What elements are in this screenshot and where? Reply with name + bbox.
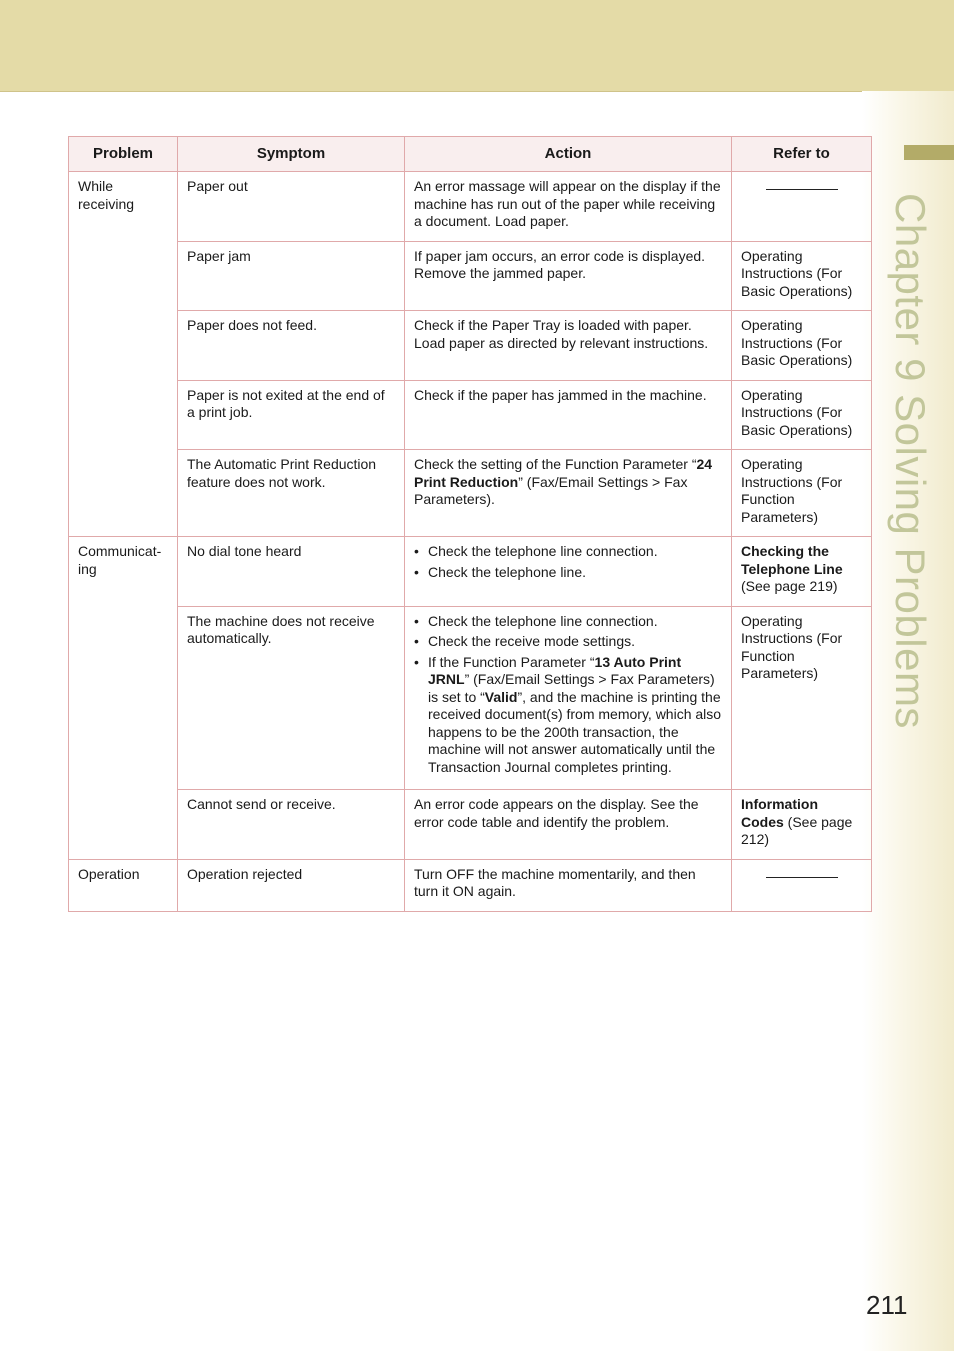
bullet-text: If the Function Parameter “	[428, 653, 595, 670]
action-bullet	[414, 654, 723, 777]
problem-cell: While receiving	[69, 172, 178, 537]
header-band	[0, 0, 954, 92]
reference-page: (See page 219)	[741, 578, 838, 594]
action-cell: An error code appears on the display. See the error code table and identify the problem.	[405, 790, 732, 860]
table-row	[69, 450, 872, 537]
action-text-pre: Check the setting of the Function Parameter “	[414, 456, 697, 472]
parameter-value: Valid	[484, 688, 518, 705]
problem-cell: Operation	[69, 859, 178, 911]
table-row	[69, 172, 872, 242]
symptom-cell: Paper does not feed.	[178, 311, 405, 381]
action-cell	[405, 537, 732, 607]
refer-cell	[732, 537, 872, 607]
action-cell	[405, 450, 732, 537]
table-header-row	[69, 137, 872, 172]
reference-page: (See page 212)	[741, 813, 853, 847]
table-row	[69, 790, 872, 860]
header-symptom: Symptom	[178, 137, 405, 172]
table-row	[69, 537, 872, 607]
table-row	[69, 859, 872, 911]
table-row	[69, 380, 872, 450]
refer-cell: Operating Instructions (For Basic Operations)	[732, 380, 872, 450]
table-row	[69, 311, 872, 381]
refer-cell: Operating Instructions (For Basic Operations)	[732, 241, 872, 311]
action-bullet-list	[414, 543, 723, 581]
symptom-cell: No dial tone heard	[178, 537, 405, 607]
action-bullet-list	[414, 613, 723, 777]
bullet-text: ” (Fax/Email Settings > Fax Parameters) is set to “	[428, 671, 715, 705]
header-action: Action	[405, 137, 732, 172]
action-cell: Turn OFF the machine momentarily, and then turn it ON again.	[405, 859, 732, 911]
action-cell: If paper jam occurs, an error code is displayed. Remove the jammed paper.	[405, 241, 732, 311]
symptom-cell: Paper out	[178, 172, 405, 242]
action-cell: An error massage will appear on the display if the machine has run out of the paper while receiving a document. Load paper.	[405, 172, 732, 242]
action-bullet: • Check the receive mode settings.	[414, 633, 723, 651]
table-row	[69, 606, 872, 790]
action-cell	[405, 606, 732, 790]
page-number: 211	[866, 1290, 908, 1320]
reference-title: Information Codes	[741, 796, 818, 830]
empty-reference-dash	[766, 877, 838, 878]
action-bullet: • Check the telephone line.	[414, 564, 723, 582]
refer-cell: Operating Instructions (For Basic Operations)	[732, 311, 872, 381]
header-problem: Problem	[69, 137, 178, 172]
chapter-label: Chapter 9 Solving Problems	[887, 193, 934, 729]
empty-reference-dash	[766, 189, 838, 190]
problem-cell: Communicat-ing	[69, 537, 178, 860]
refer-cell: Operating Instructions (For Function Parameters)	[732, 606, 872, 790]
header-refer: Refer to	[732, 137, 872, 172]
symptom-cell: Cannot send or receive.	[178, 790, 405, 860]
troubleshooting-table	[68, 136, 872, 912]
parameter-name: 13 Auto Print JRNL	[428, 653, 682, 687]
bullet-text: ”, and the machine is printing the received document(s) from memory, which also happens to be the 200th transaction, the machine will not answer automatically until the Transaction Journal completes printing.	[428, 688, 722, 775]
action-cell: Check if the Paper Tray is loaded with paper. Load paper as directed by relevant instructions.	[405, 311, 732, 381]
refer-cell: Operating Instructions (For Function Parameters)	[732, 450, 872, 537]
refer-cell	[732, 790, 872, 860]
parameter-name: 24 Print Reduction	[414, 456, 713, 490]
reference-title: Checking the Telephone Line	[741, 543, 843, 577]
action-bullet: • Check the telephone line connection.	[414, 543, 723, 561]
refer-cell	[732, 172, 872, 242]
symptom-cell: Paper jam	[178, 241, 405, 311]
symptom-cell: The Automatic Print Reduction feature does not work.	[178, 450, 405, 537]
table-row	[69, 241, 872, 311]
symptom-cell: The machine does not receive automatically.	[178, 606, 405, 790]
action-text-post: ” (Fax/Email Settings > Fax Parameters).	[414, 473, 688, 507]
symptom-cell: Operation rejected	[178, 859, 405, 911]
chapter-tab-marker	[904, 145, 954, 160]
action-cell: Check if the paper has jammed in the machine.	[405, 380, 732, 450]
action-bullet: • Check the telephone line connection.	[414, 613, 723, 631]
refer-cell	[732, 859, 872, 911]
symptom-cell: Paper is not exited at the end of a print job.	[178, 380, 405, 450]
